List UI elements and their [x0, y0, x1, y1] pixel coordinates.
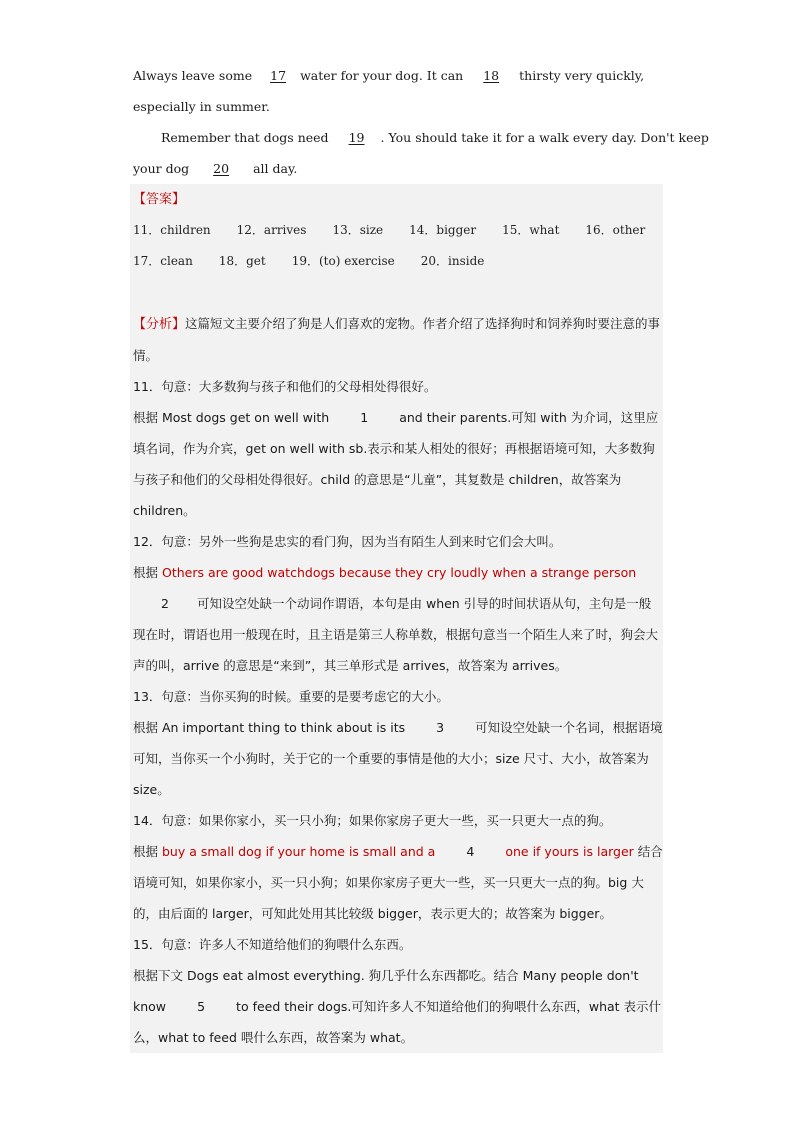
explanation-text: 可知设空处缺一个名词，根据语境可知，当你买一个小狗时，关于它的一个重要的事情是他的大小；size 尺寸、大小，故答案为 size。	[133, 720, 663, 797]
q12-meaning: 12．句意：另外一些狗是忠实的看门狗，因为当有陌生人到来时它们会大叫。	[133, 534, 562, 549]
spacer	[133, 277, 663, 308]
answer-14: 14．bigger	[409, 223, 477, 237]
q11-meaning: 11．句意：大多数狗与孩子和他们的父母相处得很好。	[133, 379, 437, 394]
analysis-tag: 【分析】	[133, 317, 186, 332]
q11-explanation	[133, 402, 663, 526]
explanation-text: 可知设空处缺一个动词作谓语，本句是由 when 引导的时间状语从句，主句是一般现在时，谓语也用一般现在时，且主语是第三人称单数，根据句意当一个陌生人来了时，狗会大声的叫，arrive 的意思是“来到”，其三单形式是 arrives，故答案为 arrives。	[133, 596, 659, 673]
analysis-intro	[133, 308, 663, 371]
explanation-text: and their parents.可知 with 为介词，这里应填名词，作为介宾，get on well with sb.表示和某人相处的很好；再根据语境可知，大多数狗与孩子和他们的父母相处得很好。child 的意思是“儿童”，其复数是 children，故答案为 children。	[133, 410, 659, 518]
q15-explanation	[133, 960, 663, 1053]
explanation-text: 根据下文 Dogs eat almost everything. 狗几乎什么东西都吃。结合 Many people don't know	[133, 968, 639, 1014]
quoted-sentence: buy a small dog if your home is small and a	[162, 844, 436, 859]
answer-15: 15．what	[502, 223, 560, 237]
explanation-text: 结合语境可知，如果你家小，买一只小狗；如果你家房子更大一些，买一只更大一点的狗。big 大的，由后面的 larger，可知此处用其比较级 bigger，表示更大的；故答案为 bigger。	[133, 844, 663, 921]
answer-18: 18．get	[218, 254, 266, 268]
explanation-text: 根据 Most dogs get on well with	[133, 410, 330, 425]
passage-line-3	[133, 122, 709, 153]
q13-explanation	[133, 712, 663, 805]
explanation-text: 根据	[133, 844, 159, 859]
q14-explanation	[133, 836, 663, 929]
answer-17: 17．clean	[133, 254, 193, 268]
explanation-text: to feed their dogs.可知许多人不知道给他们的狗喂什么东西，what 表示什么，what to feed 喂什么东西，故答案为 what。	[133, 999, 662, 1045]
answer-12: 12．arrives	[236, 223, 307, 237]
quoted-sentence: Others are good watchdogs because they cry loudly when a strange person	[162, 565, 637, 580]
analysis-text: 这篇短文主要介绍了狗是人们喜欢的宠物。作者介绍了选择狗时和饲养狗时要注意的事情。	[133, 316, 661, 363]
q12-explanation	[133, 557, 663, 681]
blank-20: 20	[213, 161, 230, 176]
passage-text: Remember that dogs need	[161, 130, 333, 145]
passage-line-4	[133, 153, 663, 184]
answer-block	[130, 184, 663, 1053]
answer-row-2	[133, 246, 663, 277]
answer-row-1	[133, 215, 663, 246]
gap-marker-5: 5	[197, 999, 206, 1014]
gap-marker-1: 1	[360, 410, 369, 425]
passage-text: . You should take it for a walk every day. Don't keep	[380, 130, 709, 145]
passage-line-1	[133, 60, 663, 91]
blank-19: 19	[348, 130, 365, 145]
answer-header: 【答案】	[133, 192, 186, 207]
blank-17: 17	[270, 68, 287, 83]
answer-16: 16．other	[585, 223, 646, 237]
passage-text: your dog	[133, 161, 194, 176]
passage-text: all day.	[249, 161, 298, 176]
passage-text: water for your dog. It can	[300, 68, 468, 83]
explanation-text: 根据	[133, 565, 159, 580]
document-page	[133, 60, 709, 1053]
q13-meaning: 13．句意：当你买狗的时候。重要的是要考虑它的大小。	[133, 689, 449, 704]
answer-19: 19．(to) exercise	[291, 254, 395, 268]
gap-marker-4: 4	[466, 844, 475, 859]
answer-13: 13．size	[332, 223, 384, 237]
blank-18: 18	[483, 68, 500, 83]
gap-marker-3: 3	[436, 720, 445, 735]
quoted-sentence: one if yours is larger	[505, 844, 634, 859]
gap-marker-2: 2	[161, 596, 169, 611]
answer-20: 20．inside	[420, 254, 485, 268]
q14-meaning: 14．句意：如果你家小，买一只小狗；如果你家房子更大一些，买一只更大一点的狗。	[133, 813, 612, 828]
q15-meaning: 15．句意：许多人不知道给他们的狗喂什么东西。	[133, 937, 412, 952]
passage-line-2: especially in summer.	[133, 99, 270, 114]
passage-text: Always leave some	[133, 68, 257, 83]
answer-11: 11．children	[133, 223, 211, 237]
explanation-text: 根据 An important thing to think about is its	[133, 720, 406, 735]
passage-text: thirsty very quickly,	[515, 68, 645, 83]
